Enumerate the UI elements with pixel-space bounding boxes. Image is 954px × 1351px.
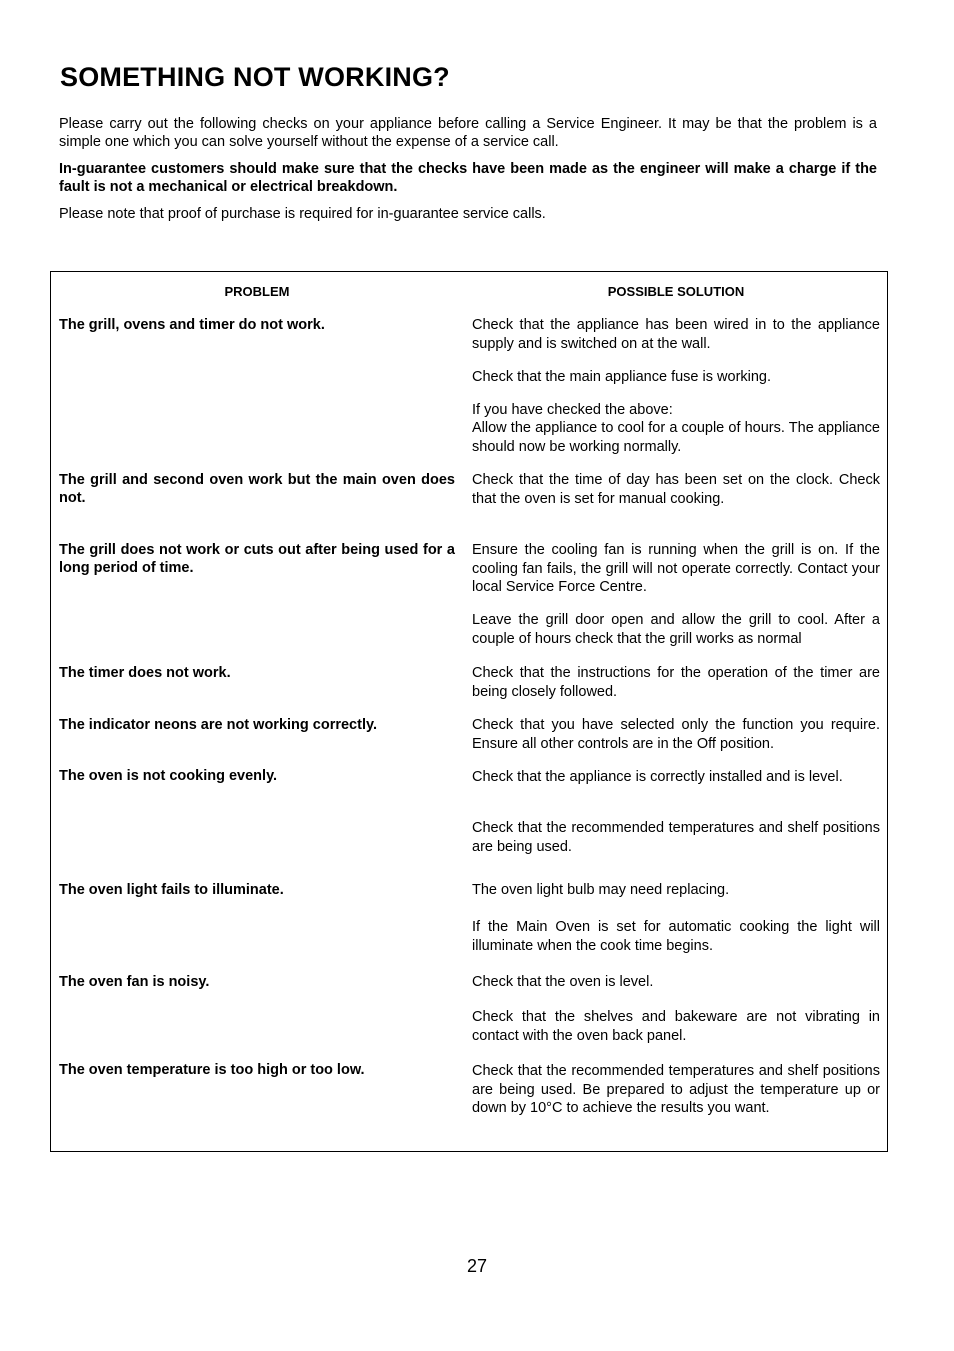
solution-item: Check that the main appliance fuse is working. xyxy=(472,369,772,385)
problem-item: The oven fan is noisy. xyxy=(59,974,210,990)
column-header-problem: PROBLEM xyxy=(224,284,290,299)
solution-item: If you have checked the above: xyxy=(472,402,673,418)
guarantee-warning: In-guarantee customers should make sure that the checks have been made as the engineer will make a charge if the fault is not a mechanical or electrical breakdown. xyxy=(59,161,877,195)
solution-item: Ensure the cooling fan is running when the grill is on. If the cooling fan fails, the grill will not operate correctly. Contact your local Service Force Centre. xyxy=(472,542,880,595)
solution-item: Check that the instructions for the operation of the timer are being closely followed. xyxy=(472,665,880,700)
solution-item: Check that the shelves and bakeware are not vibrating in contact with the oven back panel. xyxy=(472,1009,880,1044)
solution-item: Leave the grill door open and allow the grill to cool. After a couple of hours check that the grill works as normal xyxy=(472,612,880,647)
problem-item: The indicator neons are not working correctly. xyxy=(59,717,377,733)
problem-item: The grill does not work or cuts out after being used for a long period of time. xyxy=(59,542,455,576)
problem-item: The timer does not work. xyxy=(59,665,231,681)
solution-item: Check that the appliance is correctly installed and is level. xyxy=(472,769,843,785)
problem-item: The grill, ovens and timer do not work. xyxy=(59,317,325,333)
problem-item: The oven is not cooking evenly. xyxy=(59,768,278,784)
page-title: SOMETHING NOT WORKING? xyxy=(60,62,450,92)
problem-item: The oven light fails to illuminate. xyxy=(59,882,284,898)
solution-item: Allow the appliance to cool for a couple of hours. The appliance should now be working normally. xyxy=(472,420,880,455)
problem-item: The grill and second oven work but the main oven does not. xyxy=(59,472,455,506)
solution-item: Check that the recommended temperatures and shelf positions are being used. Be prepared to adjust the temperature up or down by 10°C to achieve the results you want. xyxy=(472,1063,880,1116)
solution-item: If the Main Oven is set for automatic cooking the light will illuminate when the cook time begins. xyxy=(472,919,880,954)
page-number: 27 xyxy=(466,1256,488,1276)
intro-paragraph: Please carry out the following checks on your appliance before calling a Service Engineer. It may be that the problem is a simple one which you can solve yourself without the expense of a service call. xyxy=(59,116,877,150)
problem-item: The oven temperature is too high or too low. xyxy=(59,1062,365,1078)
solution-item: Check that the appliance has been wired in to the appliance supply and is switched on at the wall. xyxy=(472,317,880,352)
solution-item: Check that the time of day has been set on the clock. Check that the oven is set for manual cooking. xyxy=(472,472,880,507)
solution-item: Check that you have selected only the function you require. Ensure all other controls are in the Off position. xyxy=(472,717,880,752)
column-header-solution: POSSIBLE SOLUTION xyxy=(607,284,745,299)
solution-item: The oven light bulb may need replacing. xyxy=(472,882,730,898)
solution-item: Check that the recommended temperatures and shelf positions are being used. xyxy=(472,820,880,855)
proof-of-purchase-note: Please note that proof of purchase is required for in-guarantee service calls. xyxy=(59,206,546,222)
solution-item: Check that the oven is level. xyxy=(472,974,654,990)
